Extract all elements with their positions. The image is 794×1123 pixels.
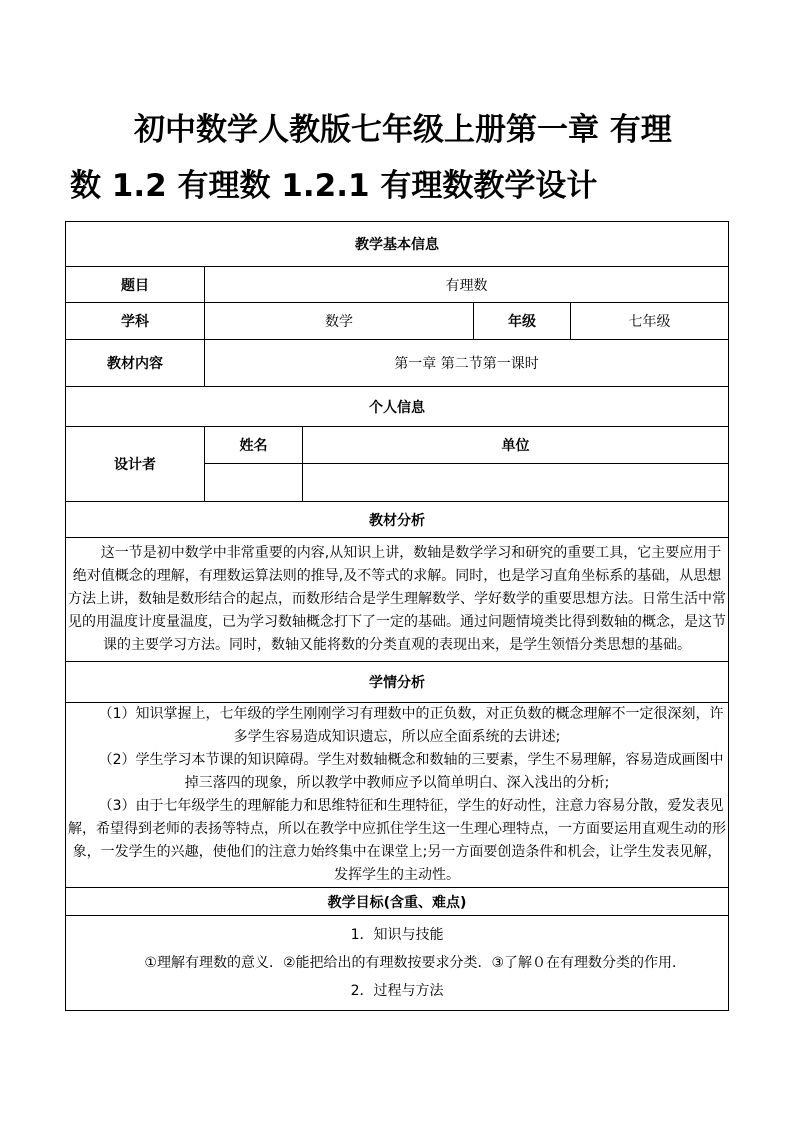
subject-label: 学科 [66, 303, 205, 340]
unit-label: 单位 [303, 427, 729, 464]
student-analysis-heading: 学情分析 [66, 662, 729, 703]
textbook-analysis-paragraph: 这一节是初中数学中非常重要的内容,从知识上讲，数轴是数学学习和研究的重要工具，它主要应用于绝对值概念的理解，有理数运算法则的推导,及不等式的求解。同时，也是学习直角坐标系的基础，从思想方法上讲，数轴是数形结合的起点，而数形结合是学生理解数学、学好数学的重要思想方法。日常生活中常见的用温度计度量温度，已为学习数轴概念打下了一定的基础。通过问题情境类比得到数轴的概念，是这节课的主要学习方法。同时，数轴又能将数的分类直观的表现出来，是学生领悟分类思想的基础。 [68, 545, 727, 653]
student-analysis-text [66, 703, 729, 888]
goal-knowledge-skills: 1．知识与技能 [350, 927, 444, 943]
basic-info-heading: 教学基本信息 [66, 222, 729, 267]
student-analysis-point-2: （2）学生学习本节课的知识障碍。学生对数轴概念和数轴的三要素，学生不易理解，容易造成画图中掉三落四的现象，所以教学中教师应予以简单明白、深入浅出的分析; [98, 752, 724, 791]
name-value [205, 464, 303, 502]
goal-process-method: 2．过程与方法 [350, 983, 444, 999]
subject-value: 数学 [205, 303, 474, 340]
teaching-goals-content [66, 916, 729, 1011]
textbook-analysis-text [66, 538, 729, 662]
teaching-goals-heading: 教学目标(含重、难点) [66, 888, 729, 916]
topic-label: 题目 [66, 267, 205, 303]
textbook-analysis-heading: 教材分析 [66, 502, 729, 538]
designer-label: 设计者 [66, 427, 205, 502]
lesson-plan-table [65, 221, 729, 1011]
content-label: 教材内容 [66, 340, 205, 387]
grade-label: 年级 [474, 303, 571, 340]
personal-info-heading: 个人信息 [66, 387, 729, 427]
title-line-1: 初中数学人教版七年级上册第一章 有理 [134, 112, 672, 148]
student-analysis-point-1: （1）知识掌握上，七年级的学生刚刚学习有理数中的正负数，对正负数的概念理解不一定很深刻，许多学生容易造成知识遗忘，所以应全面系统的去讲述; [98, 706, 724, 745]
document-title [70, 102, 730, 214]
grade-value: 七年级 [571, 303, 729, 340]
unit-value [303, 464, 729, 502]
student-analysis-point-3: （3）由于七年级学生的理解能力和思维特征和生理特征，学生的好动性，注意力容易分散，爱发表见解，希望得到老师的表扬等特点，所以在教学中应抓住学生这一生理心理特点，一方面要运用直观生动的形象，一发学生的兴趣，使他们的注意力始终集中在课堂上;另一方面要创造条件和机会，让学生发表见解，发挥学生的主动性。 [68, 798, 727, 883]
title-line-2: 数 1.2 有理数 1.2.1 有理数教学设计 [70, 168, 598, 204]
content-value: 第一章 第二节第一课时 [205, 340, 729, 387]
goal-knowledge-detail: ①理解有理数的意义．②能把给出的有理数按要求分类．③了解０在有理数分类的作用． [144, 955, 687, 971]
name-label: 姓名 [205, 427, 303, 464]
topic-value: 有理数 [205, 267, 729, 303]
